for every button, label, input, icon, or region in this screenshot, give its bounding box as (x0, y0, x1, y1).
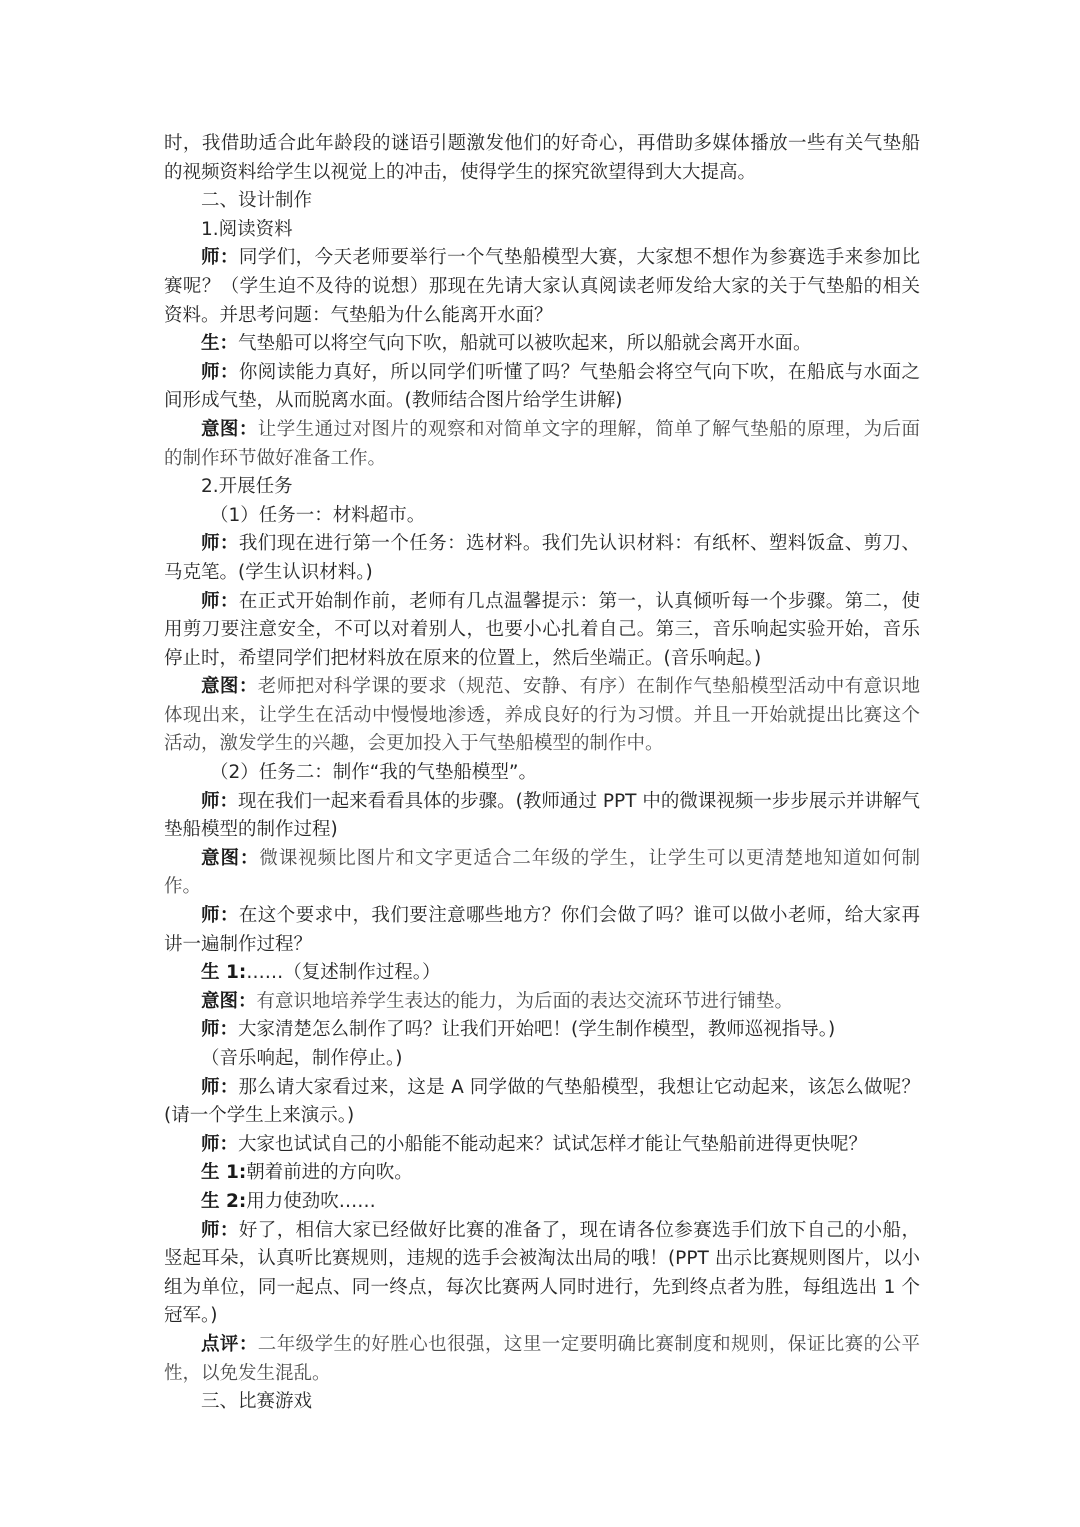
paragraph (164, 502, 920, 531)
speaker-label: 生 2: (201, 1190, 247, 1212)
paragraph (164, 1159, 920, 1188)
paragraph (164, 1388, 920, 1417)
paragraph (164, 788, 920, 845)
speaker-label: 点评： (201, 1333, 258, 1355)
speaker-label: 生 1: (201, 962, 247, 984)
paragraph-text: 大家也试试自己的小船能不能动起来？试试怎样才能让气垫船前进得更快呢？ (238, 1133, 868, 1155)
speaker-label: 师： (201, 247, 239, 269)
paragraph-text: 现在我们一起来看看具体的步骤。(教师通过 PPT 中的微课视频一步步展示并讲解气垫船模型的制作过程) (164, 790, 920, 841)
paragraph-text: 好了，相信大家已经做好比赛的准备了，现在请各位参赛选手们放下自己的小船，竖起耳朵，认真听比赛规则，违规的选手会被淘汰出局的哦！(PPT 出示比赛规则图片，以小组为单位，同一起点、同一终点，每次比赛两人同时进行，先到终点者为胜，每组选出 1 个冠军。) (164, 1219, 920, 1327)
paragraph-text: 大家清楚怎么制作了吗？让我们开始吧！(学生制作模型，教师巡视指导。) (238, 1019, 836, 1041)
paragraph (164, 416, 920, 473)
paragraph (164, 130, 920, 187)
speaker-label: 生 1: (201, 1162, 247, 1184)
speaker-label: 师： (201, 1219, 239, 1241)
paragraph (164, 187, 920, 216)
paragraph (164, 1131, 920, 1160)
paragraph-text: （音乐响起，制作停止。) (201, 1048, 403, 1069)
paragraph-text: 二、设计制作 (201, 190, 313, 212)
paragraph (164, 1045, 920, 1074)
paragraph-text: （2）任务二：制作“我的气垫船模型”。 (210, 762, 537, 784)
document-body (164, 130, 920, 1417)
speaker-label: 师： (201, 1019, 239, 1041)
paragraph-text: 有意识地培养学生表达的能力，为后面的表达交流环节进行铺垫。 (256, 990, 794, 1012)
paragraph-text: 那么请大家看过来，这是 A 同学做的气垫船模型，我想让它动起来，该怎么做呢？(请一个学生上来演示。) (164, 1076, 920, 1127)
paragraph (164, 359, 920, 416)
speaker-label: 意图： (201, 418, 258, 440)
paragraph-text: 我们现在进行第一个任务：选材料。我们先认识材料：有纸杯、塑料饭盒、剪刀、马克笔。(学生认识材料。) (164, 533, 920, 583)
paragraph-text: 你阅读能力真好，所以同学们听懂了吗？气垫船会将空气向下吹，在船底与水面之间形成气垫，从而脱离水面。(教师结合图片给学生讲解) (164, 361, 920, 412)
speaker-label: 师： (201, 361, 239, 383)
speaker-label: 师： (201, 533, 239, 555)
paragraph (164, 330, 920, 359)
paragraph (164, 1074, 920, 1131)
paragraph (164, 473, 920, 502)
paragraph (164, 588, 920, 674)
paragraph-text: 在这个要求中，我们要注意哪些地方？你们会做了吗？谁可以做小老师，给大家再讲一遍制作过程？ (164, 905, 920, 955)
paragraph (164, 959, 920, 988)
paragraph (164, 988, 920, 1017)
paragraph (164, 1331, 920, 1388)
paragraph-text: 2.开展任务 (201, 476, 293, 498)
paragraph-text: 同学们，今天老师要举行一个气垫船模型大赛，大家想不想作为参赛选手来参加比赛呢？（学生迫不及待的说想）那现在先请大家认真阅读老师发给大家的关于气垫船的相关资料。并思考问题：气垫船为什么能离开水面？ (164, 247, 920, 326)
speaker-label: 师： (201, 905, 239, 927)
speaker-label: 师： (201, 1076, 239, 1098)
speaker-label: 师： (201, 1133, 239, 1155)
paragraph-text: 二年级学生的好胜心也很强，这里一定要明确比赛制度和规则，保证比赛的公平性，以免发生混乱。 (164, 1333, 920, 1384)
paragraph (164, 1016, 920, 1045)
paragraph-text: ……（复述制作过程。） (246, 962, 441, 984)
paragraph (164, 530, 920, 587)
paragraph-text: （1）任务一：材料超市。 (210, 504, 426, 526)
paragraph (164, 1217, 920, 1331)
paragraph-text: 1.阅读资料 (201, 218, 293, 240)
paragraph (164, 845, 920, 902)
paragraph (164, 244, 920, 330)
speaker-label: 师： (201, 790, 239, 812)
paragraph-text: 老师把对科学课的要求（规范、安静、有序）在制作气垫船模型活动中有意识地体现出来，让学生在活动中慢慢地渗透，养成良好的行为习惯。并且一开始就提出比赛这个活动，激发学生的兴趣，会更加投入于气垫船模型的制作中。 (164, 676, 920, 755)
speaker-label: 意图： (201, 676, 258, 698)
paragraph-text: 让学生通过对图片的观察和对简单文字的理解，简单了解气垫船的原理，为后面的制作环节做好准备工作。 (164, 418, 920, 469)
paragraph (164, 1188, 920, 1217)
paragraph-text: 朝着前进的方向吹。 (246, 1162, 413, 1184)
paragraph (164, 673, 920, 759)
paragraph (164, 216, 920, 245)
paragraph-text: 三、比赛游戏 (201, 1391, 313, 1413)
paragraph-text: 气垫船可以将空气向下吹，船就可以被吹起来，所以船就会离开水面。 (238, 333, 812, 355)
paragraph-text: 时，我借助适合此年龄段的谜语引题激发他们的好奇心，再借助多媒体播放一些有关气垫船的视频资料给学生以视觉上的冲击，使得学生的探究欲望得到大大提高。 (164, 133, 920, 183)
paragraph-text: 用力使劲吹…… (246, 1190, 376, 1212)
paragraph (164, 902, 920, 959)
speaker-label: 生： (201, 333, 239, 355)
paragraph-text: 在正式开始制作前，老师有几点温馨提示：第一，认真倾听每一个步骤。第二，使用剪刀要注意安全，不可以对着别人，也要小心扎着自己。第三，音乐响起实验开始，音乐停止时，希望同学们把材料放在原来的位置上，然后坐端正。(音乐响起。) (164, 590, 920, 669)
speaker-label: 意图： (201, 847, 260, 869)
paragraph (164, 759, 920, 788)
paragraph-text: 微课视频比图片和文字更适合二年级的学生，让学生可以更清楚地知道如何制作。 (164, 847, 920, 898)
speaker-label: 师： (201, 590, 239, 612)
speaker-label: 意图： (201, 990, 257, 1012)
